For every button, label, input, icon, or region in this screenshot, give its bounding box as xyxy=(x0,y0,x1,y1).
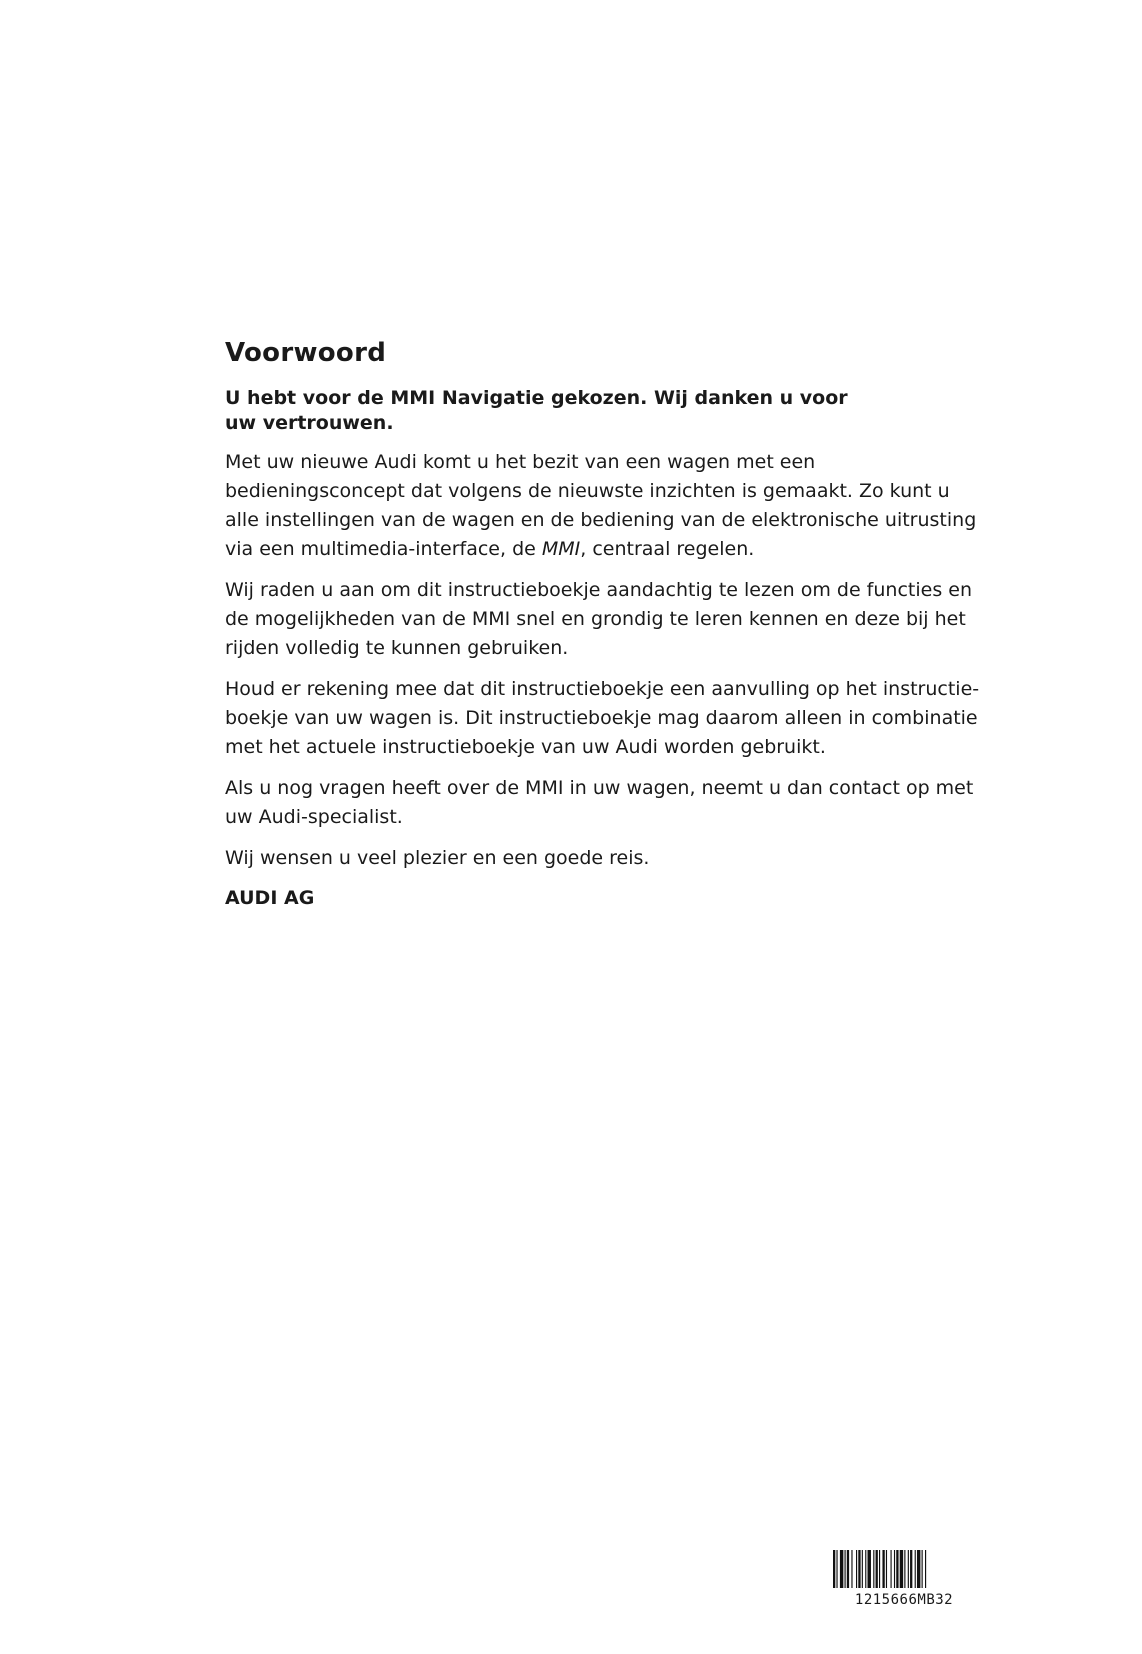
lead-paragraph: U hebt voor de MMI Navigatie gekozen. Wij danken u voor uw vertrouwen. xyxy=(225,387,848,434)
paragraph-questions: Als u nog vragen heeft over de MMI in uw wagen, neemt u dan contact op met uw Audi-specialist. xyxy=(225,777,974,828)
mmi-term: MMI xyxy=(541,538,581,560)
signature: AUDI AG xyxy=(225,887,315,909)
barcode-icon xyxy=(833,1550,975,1588)
barcode-block xyxy=(833,1550,975,1609)
paragraph-intro xyxy=(225,448,985,564)
document-body xyxy=(225,336,985,911)
paragraph-intro-end: , centraal regelen. xyxy=(580,538,755,560)
paragraph-wishes: Wij wensen u veel plezier en een goede reis. xyxy=(225,847,650,869)
page-title: Voorwoord xyxy=(225,338,387,368)
paragraph-supplement: Houd er rekening mee dat dit instructieboekje een aanvulling op het instructieboekje van uw wagen is. Dit instructieboekje mag daarom alleen in combinatie met het actuele instructieboekje van uw Audi worden gebruikt. xyxy=(225,678,980,758)
paragraph-intro-text: Met uw nieuwe Audi komt u het bezit van een wagen met een bedieningsconcept dat volgens de nieuwste inzichten is gemaakt. Zo kunt u alle instellingen van de wagen en de bediening van de elektronische uitrusting via een multimedia-interface, de xyxy=(225,451,977,560)
barcode-number: 1215666MB32 xyxy=(854,1592,954,1608)
paragraph-advice: Wij raden u aan om dit instructieboekje aandachtig te lezen om de functies en de mogelijkheden van de MMI snel en grondig te leren kennen en deze bij het rijden volledig te kunnen gebruiken. xyxy=(225,579,972,659)
